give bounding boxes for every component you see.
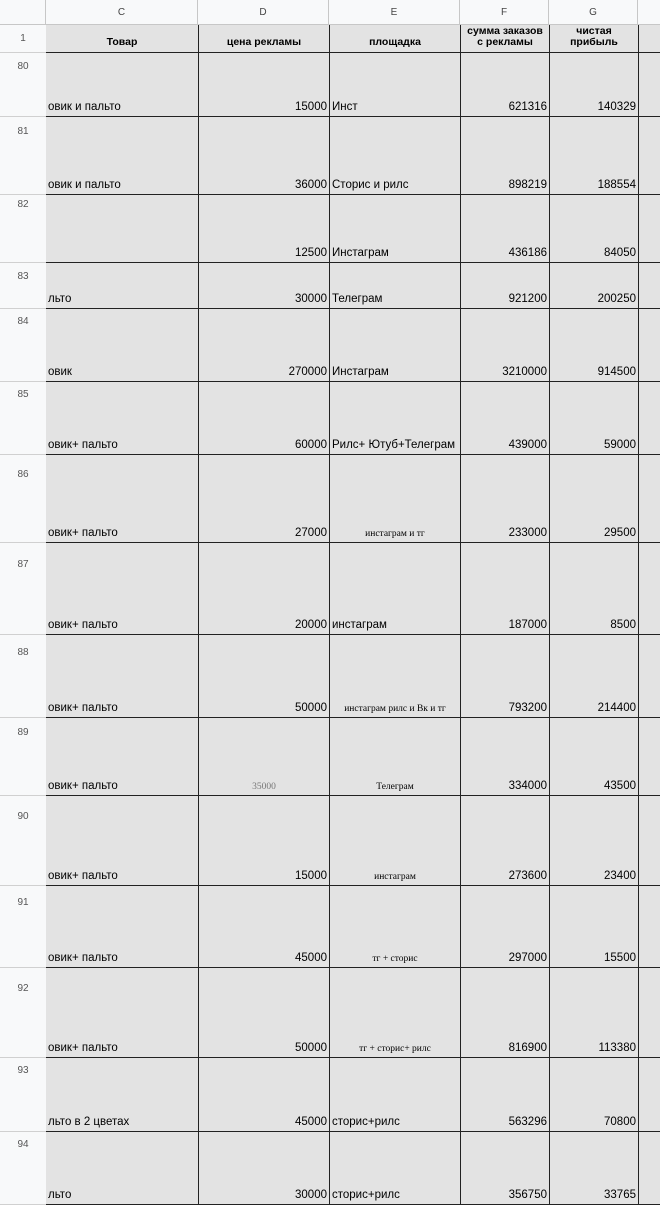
cell-platform-text: Сторис и рилс <box>332 179 409 191</box>
cell-net-profit-text: 23400 <box>604 870 636 882</box>
cell-net-profit-text: 200250 <box>597 293 636 305</box>
table-row <box>46 382 660 455</box>
column-header-f[interactable]: F <box>460 0 549 25</box>
cell-c1[interactable] <box>46 25 198 53</box>
cell-platform[interactable] <box>329 1058 460 1132</box>
cell-platform[interactable] <box>329 53 460 117</box>
cell-platform[interactable] <box>329 886 460 968</box>
cell-net-profit-text: 43500 <box>604 780 636 792</box>
row-header-88[interactable]: 88 <box>0 635 46 718</box>
column-header-e[interactable]: E <box>329 0 460 25</box>
cell-platform[interactable] <box>329 635 460 718</box>
cell-ad-price-text: 20000 <box>295 619 327 631</box>
cell-product-text: льто в 2 цветах <box>48 1116 130 1128</box>
cell-net-profit-text: 140329 <box>597 101 636 113</box>
cell-platform[interactable] <box>329 263 460 309</box>
cell-net-profit[interactable] <box>549 309 638 382</box>
cell-platform-text: инстаграм <box>374 872 416 882</box>
cell-net-profit-text: 8500 <box>610 619 636 631</box>
row-header-81[interactable]: 81 <box>0 117 46 195</box>
cell-ad-price-text: 15000 <box>295 101 327 113</box>
cell-product[interactable] <box>46 635 198 718</box>
row-header-86[interactable]: 86 <box>0 455 46 543</box>
cell-orders-sum-text: 334000 <box>508 780 547 792</box>
cell-ad-price-text: 45000 <box>295 1116 327 1128</box>
cell-ad-price[interactable] <box>198 718 329 796</box>
cell-product[interactable] <box>46 263 198 309</box>
cell-product[interactable] <box>46 1132 198 1205</box>
cell-product-text: льто <box>48 1189 72 1201</box>
table-row <box>46 53 660 117</box>
cell-platform-text: инстаграм и тг <box>365 529 425 539</box>
cell-ad-price-text: 27000 <box>295 527 327 539</box>
cell-product[interactable] <box>46 718 198 796</box>
cell-ad-price[interactable] <box>198 968 329 1058</box>
cell-ad-price[interactable] <box>198 117 329 195</box>
cell-platform-text: сторис+рилс <box>332 1189 400 1201</box>
row-header-85[interactable]: 85 <box>0 382 46 455</box>
cell-empty[interactable] <box>638 886 660 968</box>
cell-orders-sum-text: 233000 <box>508 527 547 539</box>
row-header-84[interactable]: 84 <box>0 309 46 382</box>
row-header-90[interactable]: 90 <box>0 796 46 886</box>
row-header-83[interactable]: 83 <box>0 263 46 309</box>
table-row <box>46 195 660 263</box>
cell-net-profit[interactable] <box>549 968 638 1058</box>
cell-platform-text: инстаграм <box>332 619 387 631</box>
cell-orders-sum[interactable] <box>460 968 549 1058</box>
cell-h1[interactable] <box>638 25 660 53</box>
cell-net-profit[interactable] <box>549 1132 638 1205</box>
cell-product-text: овик и пальто <box>48 179 121 191</box>
cell-ad-price-text: 50000 <box>295 1042 327 1054</box>
cell-ad-price[interactable] <box>198 886 329 968</box>
cell-platform[interactable] <box>329 382 460 455</box>
cell-net-profit-text: 70800 <box>604 1116 636 1128</box>
cell-platform[interactable] <box>329 195 460 263</box>
header-row <box>46 25 660 53</box>
cell-product[interactable] <box>46 1058 198 1132</box>
row-header-80[interactable]: 80 <box>0 53 46 117</box>
select-all-corner[interactable] <box>0 0 46 25</box>
cell-ad-price-text: 45000 <box>295 952 327 964</box>
cell-ad-price[interactable] <box>198 263 329 309</box>
cell-net-profit[interactable] <box>549 543 638 635</box>
cell-net-profit-text: 214400 <box>597 702 636 714</box>
cell-net-profit-text: 84050 <box>604 247 636 259</box>
cell-net-profit-text: 15500 <box>604 952 636 964</box>
cell-product-text: овик+ пальто <box>48 702 118 714</box>
cell-product[interactable] <box>46 886 198 968</box>
cell-platform-text: Инстаграм <box>332 366 389 378</box>
cell-product-text: овик+ пальто <box>48 619 118 631</box>
cell-product-text: овик+ пальто <box>48 527 118 539</box>
table-row <box>46 309 660 382</box>
cell-ad-price[interactable] <box>198 635 329 718</box>
cell-e1[interactable] <box>329 25 460 53</box>
cell-orders-sum-text: 436186 <box>508 247 547 259</box>
cell-platform[interactable] <box>329 1132 460 1205</box>
row-header-94[interactable]: 94 <box>0 1132 46 1205</box>
table-row <box>46 968 660 1058</box>
table-row <box>46 718 660 796</box>
cell-net-profit-text: 59000 <box>604 439 636 451</box>
cell-ad-price[interactable] <box>198 543 329 635</box>
cell-product-text: льто <box>48 293 72 305</box>
cell-orders-sum[interactable] <box>460 1058 549 1132</box>
cell-product[interactable] <box>46 455 198 543</box>
header-product: Товар <box>106 36 138 48</box>
cell-orders-sum-text: 439000 <box>508 439 547 451</box>
cell-empty[interactable] <box>638 718 660 796</box>
cell-net-profit-text: 29500 <box>604 527 636 539</box>
cell-orders-sum[interactable] <box>460 1132 549 1205</box>
cell-net-profit[interactable] <box>549 195 638 263</box>
table-row <box>46 1132 660 1205</box>
cell-ad-price-text: 270000 <box>288 366 327 378</box>
cell-platform-text: Инстаграм <box>332 247 389 259</box>
cell-ad-price[interactable] <box>198 309 329 382</box>
table-row <box>46 1058 660 1132</box>
cell-net-profit[interactable] <box>549 1058 638 1132</box>
cell-net-profit[interactable] <box>549 53 638 117</box>
cell-ad-price-text: 12500 <box>295 247 327 259</box>
cell-platform-text: сторис+рилс <box>332 1116 400 1128</box>
cell-ad-price-text: 36000 <box>295 179 327 191</box>
column-header-c[interactable]: C <box>46 0 198 25</box>
cell-empty[interactable] <box>638 382 660 455</box>
cell-net-profit[interactable] <box>549 263 638 309</box>
cell-product-text: овик+ пальто <box>48 439 118 451</box>
cell-net-profit[interactable] <box>549 635 638 718</box>
row-header-82[interactable]: 82 <box>0 195 46 263</box>
cell-empty[interactable] <box>638 263 660 309</box>
cell-platform[interactable] <box>329 309 460 382</box>
cell-net-profit[interactable] <box>549 718 638 796</box>
cell-orders-sum-text: 3210000 <box>502 366 547 378</box>
cell-product-text: овик+ пальто <box>48 780 118 792</box>
cell-ad-price[interactable] <box>198 382 329 455</box>
cell-orders-sum-text: 793200 <box>508 702 547 714</box>
cell-orders-sum[interactable] <box>460 455 549 543</box>
table-row <box>46 635 660 718</box>
cell-ad-price-text: 30000 <box>295 1189 327 1201</box>
column-header-h[interactable] <box>638 0 660 25</box>
cell-platform-text: Телеграм <box>332 293 383 305</box>
cell-orders-sum-text: 273600 <box>508 870 547 882</box>
cell-empty[interactable] <box>638 796 660 886</box>
cell-product-text: овик+ пальто <box>48 870 118 882</box>
cell-product[interactable] <box>46 968 198 1058</box>
cell-ad-price-text: 30000 <box>295 293 327 305</box>
cell-orders-sum[interactable] <box>460 543 549 635</box>
cell-net-profit-text: 33765 <box>604 1189 636 1201</box>
cell-net-profit-text: 113380 <box>598 1042 636 1054</box>
cell-product-text: овик+ пальто <box>48 952 118 964</box>
cell-ad-price-text: 15000 <box>295 870 327 882</box>
cell-platform-text: Инст <box>332 101 358 113</box>
cell-orders-sum[interactable] <box>460 53 549 117</box>
cell-ad-price-text: 35000 <box>252 782 276 792</box>
cell-product[interactable] <box>46 543 198 635</box>
cell-product[interactable] <box>46 195 198 263</box>
cell-orders-sum-text: 921200 <box>508 293 547 305</box>
row-header-91[interactable]: 91 <box>0 886 46 968</box>
cell-product[interactable] <box>46 382 198 455</box>
cell-platform[interactable] <box>329 455 460 543</box>
cell-product-text: овик <box>48 366 72 378</box>
cell-empty[interactable] <box>638 455 660 543</box>
cell-platform-text: Рилс+ Ютуб+Телеграм <box>332 439 456 451</box>
cell-ad-price[interactable] <box>198 53 329 117</box>
cell-d1[interactable] <box>198 25 329 53</box>
cell-empty[interactable] <box>638 635 660 718</box>
cell-empty[interactable] <box>638 1058 660 1132</box>
cell-orders-sum[interactable] <box>460 309 549 382</box>
cell-platform[interactable] <box>329 968 460 1058</box>
cell-net-profit-text: 188554 <box>597 179 636 191</box>
cell-net-profit[interactable] <box>549 886 638 968</box>
cell-orders-sum[interactable] <box>460 635 549 718</box>
cell-product[interactable] <box>46 117 198 195</box>
cell-platform[interactable] <box>329 796 460 886</box>
cell-orders-sum-text: 621316 <box>508 101 547 113</box>
cell-g1[interactable] <box>549 25 638 53</box>
column-header-bar <box>0 0 660 25</box>
row-header-1[interactable]: 1 <box>0 25 46 53</box>
header-ad-price: цена рекламы <box>226 36 302 48</box>
cell-empty[interactable] <box>638 543 660 635</box>
cell-product[interactable] <box>46 309 198 382</box>
cell-empty[interactable] <box>638 968 660 1058</box>
cell-product-text: овик+ пальто <box>48 1042 118 1054</box>
cell-orders-sum-text: 816900 <box>508 1042 547 1054</box>
row-header-87[interactable]: 87 <box>0 543 46 635</box>
cell-orders-sum[interactable] <box>460 117 549 195</box>
cell-platform[interactable] <box>329 543 460 635</box>
cell-ad-price-text: 50000 <box>295 702 327 714</box>
cell-net-profit[interactable] <box>549 117 638 195</box>
cell-ad-price[interactable] <box>198 796 329 886</box>
cell-orders-sum[interactable] <box>460 382 549 455</box>
cell-ad-price[interactable] <box>198 195 329 263</box>
cell-orders-sum-text: 898219 <box>508 179 547 191</box>
table-row <box>46 796 660 886</box>
header-platform: площадка <box>369 36 421 48</box>
cell-product[interactable] <box>46 53 198 117</box>
header-orders-sum: сумма заказов с рекламы <box>467 25 543 48</box>
cell-platform-text: тг + сторис <box>372 954 418 964</box>
row-header-89[interactable]: 89 <box>0 718 46 796</box>
cell-net-profit[interactable] <box>549 455 638 543</box>
cell-empty[interactable] <box>638 117 660 195</box>
cell-platform-text: инстаграм рилс и Вк и тг <box>344 704 446 714</box>
cell-net-profit[interactable] <box>549 382 638 455</box>
column-header-g[interactable]: G <box>549 0 638 25</box>
table-row <box>46 543 660 635</box>
table-row <box>46 886 660 968</box>
row-header-93[interactable]: 93 <box>0 1058 46 1132</box>
cell-empty[interactable] <box>638 309 660 382</box>
cell-platform-text: Телеграм <box>376 782 414 792</box>
cell-orders-sum[interactable] <box>460 886 549 968</box>
cell-f1[interactable] <box>460 25 549 53</box>
cell-orders-sum[interactable] <box>460 195 549 263</box>
cell-orders-sum[interactable] <box>460 796 549 886</box>
cell-ad-price-text: 60000 <box>295 439 327 451</box>
cell-empty[interactable] <box>638 195 660 263</box>
cell-ad-price[interactable] <box>198 455 329 543</box>
cell-platform[interactable] <box>329 117 460 195</box>
table-row <box>46 455 660 543</box>
column-header-d[interactable]: D <box>198 0 329 25</box>
cell-orders-sum[interactable] <box>460 263 549 309</box>
cell-empty[interactable] <box>638 53 660 117</box>
cell-ad-price[interactable] <box>198 1132 329 1205</box>
cell-product-text: овик и пальто <box>48 101 121 113</box>
cell-ad-price[interactable] <box>198 1058 329 1132</box>
header-net-profit: чистая прибыль <box>570 25 618 48</box>
cell-orders-sum[interactable] <box>460 718 549 796</box>
cell-platform-text: тг + сторис+ рилс <box>359 1044 431 1054</box>
cell-orders-sum-text: 356750 <box>508 1189 547 1201</box>
cell-orders-sum-text: 297000 <box>508 952 547 964</box>
table-row <box>46 263 660 309</box>
cell-orders-sum-text: 563296 <box>508 1116 547 1128</box>
cell-net-profit-text: 914500 <box>597 366 636 378</box>
cell-platform[interactable] <box>329 718 460 796</box>
cell-empty[interactable] <box>638 1132 660 1205</box>
cell-net-profit[interactable] <box>549 796 638 886</box>
table-row <box>46 117 660 195</box>
cell-product[interactable] <box>46 796 198 886</box>
cell-orders-sum-text: 187000 <box>508 619 547 631</box>
row-header-92[interactable]: 92 <box>0 968 46 1058</box>
